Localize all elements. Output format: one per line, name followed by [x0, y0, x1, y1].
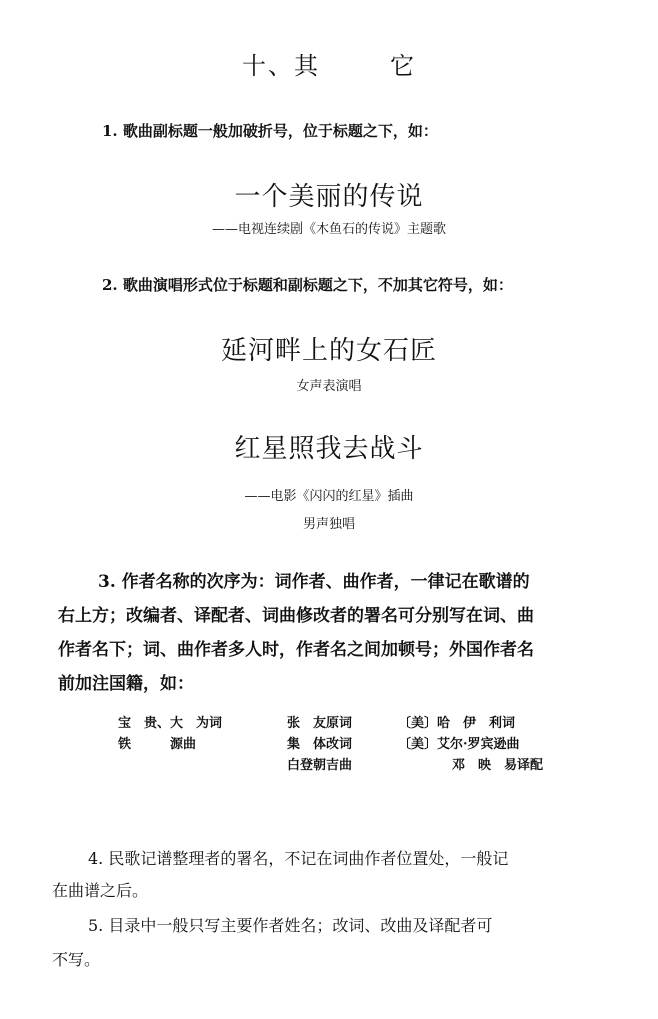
credit-col2-line3: 白登朝吉曲	[287, 758, 353, 773]
example-1-title: 一个美丽的传说	[234, 182, 424, 212]
rule-5-line-1: 5. 目录中一般只写主要作者姓名；改词、改曲及译配者可	[88, 916, 493, 935]
credit-col3-line1: 〔美〕哈 伊 利词	[398, 716, 516, 731]
credit-col3-line2: 〔美〕艾尔·罗宾逊曲	[398, 737, 520, 752]
rule-2: 2. 歌曲演唱形式位于标题和副标题之下，不加其它符号，如：	[102, 276, 513, 294]
rule-3-line-2: 右上方；改编者、译配者、词曲修改者的署名可分别写在词、曲	[58, 606, 534, 626]
rule-4-line-2: 在曲谱之后。	[52, 881, 149, 900]
rule-5-line-2: 不写。	[52, 950, 101, 969]
credit-col3-line3: 邓 映 易译配	[452, 758, 544, 773]
rule-3-line-1: 3. 作者名称的次序为：词作者、曲作者，一律记在歌谱的	[98, 572, 530, 592]
credit-col2-line1: 张 友原词	[287, 716, 353, 731]
example-1-subtitle: ——电视连续剧《木鱼石的传说》主题歌	[211, 222, 446, 237]
rule-1: 1. 歌曲副标题一般加破折号，位于标题之下，如：	[102, 122, 438, 140]
credit-col2-line2: 集 体改词	[287, 737, 353, 752]
example-2-title: 延河畔上的女石匠	[220, 336, 437, 366]
section-heading	[0, 46, 658, 81]
credit-col1-line2: 铁 源曲	[118, 737, 197, 752]
example-3-form: 男声独唱	[302, 517, 355, 532]
example-2-form: 女声表演唱	[296, 379, 362, 394]
credit-col1-line1: 宝 贵、大 为词	[118, 716, 223, 731]
rule-4-line-1: 4. 民歌记谱整理者的署名，不记在词曲作者位置处，一般记	[88, 849, 509, 868]
section-heading-part1: 十、其	[242, 52, 320, 80]
example-3-title: 红星照我去战斗	[234, 434, 424, 464]
example-3-subtitle: ——电影《闪闪的红星》插曲	[244, 489, 414, 504]
section-heading-part2: 它	[390, 52, 416, 80]
rule-3-line-4: 前加注国籍，如：	[58, 674, 194, 694]
rule-3-line-3: 作者名下；词、曲作者多人时，作者名之间加顿号；外国作者名	[58, 640, 534, 660]
